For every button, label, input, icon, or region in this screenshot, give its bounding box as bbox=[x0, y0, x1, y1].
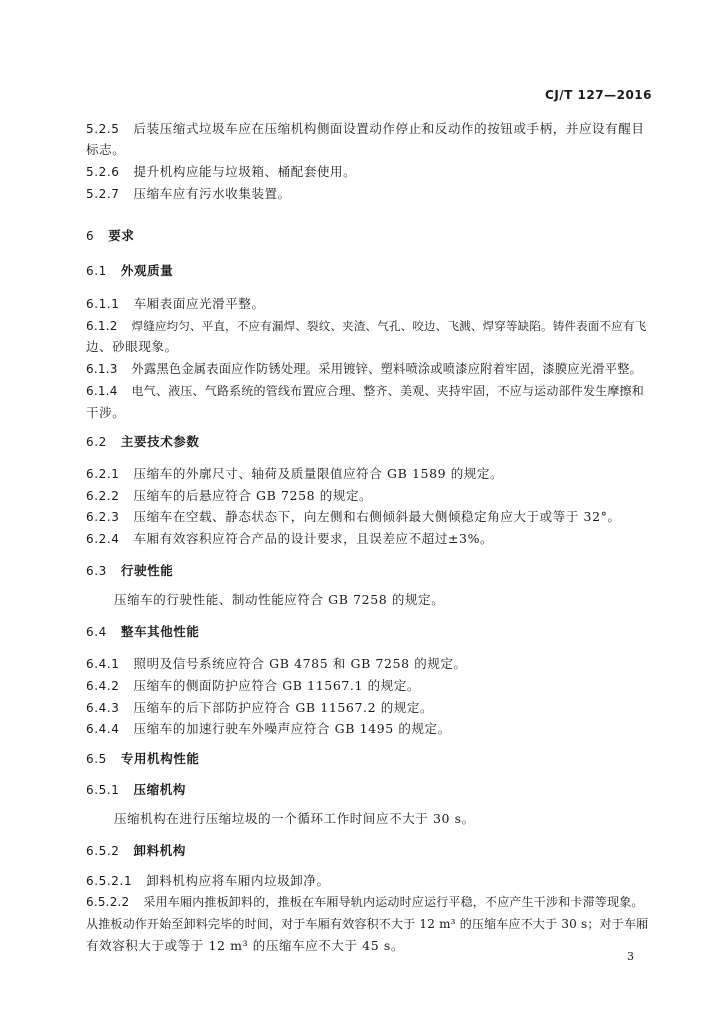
clause-text: 压缩车的后悬应符合 GB 7258 的规定。 bbox=[133, 488, 373, 503]
clause-number: 6.4.3 bbox=[86, 701, 120, 715]
standard-code: CJ/T 127—2016 bbox=[545, 88, 652, 102]
clause-text: 提升机构应能与垃圾箱、桶配套使用。 bbox=[133, 164, 357, 179]
section-title: 整车其他性能 bbox=[120, 624, 200, 639]
clause-6-2-1 bbox=[86, 465, 652, 483]
clause-text: 车厢有效容积应符合产品的设计要求，且误差应不超过±3%。 bbox=[133, 531, 494, 546]
clause-number: 6.4.2 bbox=[86, 679, 120, 693]
clause-6-1-2-continued: 边、砂眼现象。 bbox=[86, 339, 178, 354]
clause-6-1-1 bbox=[86, 295, 652, 313]
clause-6-4-1 bbox=[86, 655, 652, 673]
clause-text: 压缩车的外廓尺寸、轴荷及质量限值应符合 GB 1589 的规定。 bbox=[133, 466, 504, 481]
clause-text: 车厢表面应光滑平整。 bbox=[133, 296, 265, 311]
clause-6-4-2 bbox=[86, 677, 652, 695]
clause-text: 卸料机构应将车厢内垃圾卸净。 bbox=[146, 873, 330, 888]
section-6-3-heading bbox=[86, 562, 652, 580]
section-6-5-1-body: 压缩机构在进行压缩垃圾的一个循环工作时间应不大于 30 s。 bbox=[114, 811, 475, 826]
section-title: 要求 bbox=[108, 228, 135, 243]
clause-number: 6.2.2 bbox=[86, 489, 120, 503]
section-number: 6.5 bbox=[86, 752, 107, 766]
section-title: 主要技术参数 bbox=[120, 434, 200, 449]
section-title: 行驶性能 bbox=[120, 563, 174, 578]
clause-text: 后装压缩式垃圾车应在压缩机构侧面设置动作停止和反动作的按钮或手柄，并应设有醒目 bbox=[133, 121, 645, 136]
clause-6-1-2 bbox=[86, 317, 652, 335]
section-number: 6.1 bbox=[86, 264, 107, 278]
section-title: 压缩机构 bbox=[133, 782, 186, 797]
section-6-5-heading bbox=[86, 750, 652, 768]
clause-text: 外露黑色金属表面应作防锈处理。采用镀锌、塑料喷涂或喷漆应附着牢固，漆膜应光滑平整。 bbox=[131, 362, 642, 376]
clause-text: 压缩车的加速行驶车外噪声应符合 GB 1495 的规定。 bbox=[133, 721, 451, 736]
clause-number: 6.2.4 bbox=[86, 532, 120, 546]
section-title: 卸料机构 bbox=[133, 843, 186, 858]
clause-number: 6.1.4 bbox=[86, 384, 118, 398]
section-6-5-2-heading bbox=[86, 842, 652, 860]
section-6-3-body: 压缩车的行驶性能、制动性能应符合 GB 7258 的规定。 bbox=[114, 592, 445, 607]
clause-6-5-2-2-continued-2: 有效容积大于或等于 12 m³ 的压缩车应不大于 45 s。 bbox=[86, 938, 404, 953]
clause-text: 压缩车应有污水收集装置。 bbox=[133, 186, 291, 201]
clause-text: 照明及信号系统应符合 GB 4785 和 GB 7258 的规定。 bbox=[133, 656, 467, 671]
clause-6-1-3 bbox=[86, 360, 652, 378]
clause-6-1-4 bbox=[86, 382, 652, 400]
section-number: 6.4 bbox=[86, 625, 107, 639]
clause-number: 6.2.3 bbox=[86, 510, 120, 524]
clause-number: 5.2.5 bbox=[86, 122, 120, 136]
clause-6-5-2-2-continued-1: 从推板动作开始至卸料完毕的时间，对于车厢有效容积不大于 12 m³ 的压缩车应不大于 30 s；对于车厢 bbox=[86, 917, 649, 931]
section-number: 6.3 bbox=[86, 564, 107, 578]
clause-number: 6.4.4 bbox=[86, 722, 120, 736]
section-6-1-heading bbox=[86, 262, 652, 280]
clause-6-2-2 bbox=[86, 487, 652, 505]
clause-text: 采用车厢内推板卸料的，推板在车厢导轨内运动时应运行平稳，不应产生干涉和卡滞等现象。 bbox=[143, 895, 644, 909]
clause-number: 6.5.2.1 bbox=[86, 874, 133, 888]
clause-6-2-3 bbox=[86, 508, 652, 526]
section-number: 6.5.2 bbox=[86, 844, 120, 858]
clause-text: 压缩车在空载、静态状态下，向左侧和右侧倾斜最大侧倾稳定角应大于或等于 32°。 bbox=[133, 509, 621, 524]
clause-5-2-5-continued: 标志。 bbox=[86, 142, 126, 157]
clause-6-2-4 bbox=[86, 530, 652, 548]
clause-number: 6.1.2 bbox=[86, 319, 118, 333]
section-number: 6.2 bbox=[86, 435, 107, 449]
clause-text: 压缩车的侧面防护应符合 GB 11567.1 的规定。 bbox=[133, 678, 421, 693]
section-title: 专用机构性能 bbox=[120, 751, 200, 766]
clause-6-4-3 bbox=[86, 699, 652, 717]
clause-number: 6.2.1 bbox=[86, 467, 120, 481]
clause-number: 6.1.3 bbox=[86, 362, 118, 376]
clause-6-4-4 bbox=[86, 720, 652, 738]
section-title: 外观质量 bbox=[120, 263, 174, 278]
section-number: 6.5.1 bbox=[86, 783, 120, 797]
section-6-heading bbox=[86, 227, 652, 245]
section-number: 6 bbox=[86, 229, 95, 243]
clause-6-5-2-1 bbox=[86, 872, 652, 890]
clause-text: 压缩车的后下部防护应符合 GB 11567.2 的规定。 bbox=[133, 700, 434, 715]
clause-6-5-2-2 bbox=[86, 893, 652, 911]
clause-number: 6.4.1 bbox=[86, 657, 120, 671]
clause-number: 5.2.7 bbox=[86, 187, 120, 201]
page-number: 3 bbox=[627, 950, 634, 963]
clause-number: 6.5.2.2 bbox=[86, 895, 130, 909]
clause-5-2-7 bbox=[86, 185, 652, 203]
clause-6-1-4-continued: 干涉。 bbox=[86, 405, 126, 420]
clause-text: 电气、液压、气路系统的管线布置应合理、整齐、美观、夹持牢固，不应与运动部件发生摩擦和 bbox=[131, 384, 644, 398]
section-6-2-heading bbox=[86, 433, 652, 451]
clause-5-2-5 bbox=[86, 120, 652, 138]
clause-5-2-6 bbox=[86, 163, 652, 181]
clause-number: 6.1.1 bbox=[86, 297, 120, 311]
section-6-4-heading bbox=[86, 623, 652, 641]
clause-text: 焊缝应均匀、平直，不应有漏焊、裂纹、夹渣、气孔、咬边、飞溅、焊穿等缺陷。铸件表面不应有飞 bbox=[131, 319, 647, 333]
clause-number: 5.2.6 bbox=[86, 165, 120, 179]
section-6-5-1-heading bbox=[86, 781, 652, 799]
